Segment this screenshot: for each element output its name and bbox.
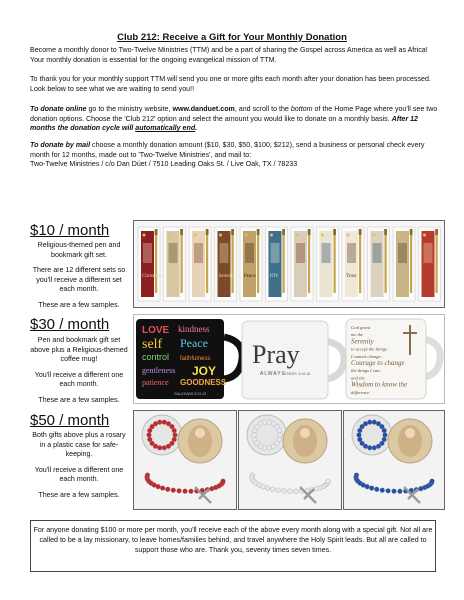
mug1-word-7: JOY <box>192 364 217 378</box>
tier-30-samples: These are a few samples. <box>38 395 120 404</box>
serenity-line-7: the things I can; <box>351 368 381 374</box>
bottom-emphasis: bottom <box>290 105 313 113</box>
donate-mail-paragraph <box>30 141 442 170</box>
mug1-verse: GALATIANS 5:22-23 <box>174 392 207 396</box>
serenity-line-6: Courage to change <box>351 359 405 367</box>
tier-10-heading: $10 / month <box>30 222 110 239</box>
serenity-line-1: God grant <box>351 325 371 330</box>
serenity-line-5: I cannot change; <box>351 353 383 359</box>
rosary-blue-photo <box>343 410 445 510</box>
donate-online-text-b: , and scroll to the <box>234 105 291 113</box>
bookmark-set-6 <box>266 227 288 301</box>
mug2-sub: ALWAYS <box>260 371 286 377</box>
tier-50-heading: $50 / month <box>30 412 110 429</box>
mug1-word-5: faithfulness <box>180 356 211 362</box>
bookmark-set-12 <box>419 227 441 301</box>
tier-50-samples: These are a few samples. <box>38 490 120 499</box>
bookmark-text-6: JOY <box>269 274 279 279</box>
bookmark-set-9 <box>342 227 364 301</box>
donate-mail-text: choose a monthly donation amount ($10, $30, $50, $100, $212), send a business or personal check every month for 12 months, made out to 'Two-Twelve Ministries', and mail to: <box>30 141 425 159</box>
cycle-end-period: . <box>195 124 198 133</box>
bookmark-text-9: Trust <box>346 274 357 279</box>
donate-online-paragraph <box>30 105 442 134</box>
intro-paragraph-2: To thank you for your monthly support TTM will send you one or more gifts each month after your donation has been processed. Look below to see what we are waiting to send you!! <box>30 75 431 93</box>
mug1-word-2: self <box>142 337 163 352</box>
tier-30-heading: $30 / month <box>30 316 110 333</box>
red-rosary-image <box>134 411 236 509</box>
tier-30-note: You'll receive a different one each month. <box>34 370 124 389</box>
mug1-word-9: GOODNESS <box>180 378 227 387</box>
tier-50-note: You'll receive a different one each month. <box>34 465 124 484</box>
mug1-word-3: Peace <box>180 336 208 350</box>
donate-online-text-a: go to the ministry website, <box>86 105 173 113</box>
automatically-end: automatically end <box>135 124 196 133</box>
bookmark-set-1 <box>138 227 162 301</box>
website-link[interactable]: www.danduet.com <box>172 105 235 113</box>
tier-50-text <box>30 431 128 507</box>
page-title: Club 212: Receive a Gift for Your Monthly Donation <box>117 32 347 43</box>
black-fruit-of-spirit-mug <box>136 319 242 399</box>
donate-online-lead: To donate online <box>30 105 87 113</box>
serenity-line-9: Wisdom to know the <box>351 380 408 389</box>
serenity-prayer-mug <box>346 319 440 399</box>
cycle-end-note: After 12 months the donation cycle will <box>30 114 418 133</box>
bookmark-set-2 <box>164 227 186 301</box>
mailing-address: Two-Twelve Ministries / c/o Dan Dúet / 7510 Leading Oaks St. / Live Oak, TX / 78233 <box>30 160 298 169</box>
serenity-line-8: and the <box>351 375 365 381</box>
mug1-word-4: control <box>142 352 170 362</box>
mug2-verse: 1 THESS. 5:16-18 <box>282 372 311 376</box>
special-gift-note: For anyone donating $100 or more per month, you'll receive each of the above every month along with a special gift. Not all are called to be a lay missionary, to leave homes/families behind, and travel anywhere the Holy Spirit leads. But all are called to support those who are. Thank you, seventy times seven times. <box>30 520 436 572</box>
mugs-photo <box>133 314 445 404</box>
mug1-word-1: kindness <box>178 324 210 334</box>
tier-10-note: There are 12 different sets so you'll receive a different set each month. <box>32 266 126 294</box>
bookmark-set-5 <box>240 227 262 301</box>
intro-paragraph-1: Become a monthly donor to Two-Twelve Ministries (TTM) and be a part of sharing the Gospel across America as well as Africa! Your monthly donation is essential for the ongoing evangelical mission of TTM. <box>30 46 428 64</box>
bookmark-set-7 <box>291 227 313 301</box>
rosary-white-photo <box>238 410 342 510</box>
mug2-word: Pray <box>252 340 300 369</box>
mug1-word-6: gentleness <box>142 366 176 375</box>
serenity-line-10: difference. <box>351 389 371 395</box>
rosary-red-photo <box>133 410 237 510</box>
bookmark-set-3 <box>189 227 211 301</box>
donate-mail-lead: To donate by mail <box>30 141 91 149</box>
donate-online-text-c: of the Home Page where you'll see two donation options. Choose the 'Club 212' option and select the amount you would like to donate on a monthly basis. <box>30 105 438 123</box>
bookmark-text-1: Christmas <box>142 274 163 279</box>
blue-rosary-image <box>344 411 444 509</box>
bookmark-text-4: Serenity <box>218 274 236 279</box>
tier-10-desc: Religious-themed pen and bookmark gift set. <box>37 241 121 259</box>
mug1-word-0: LOVE <box>142 325 170 336</box>
bookmark-set-11 <box>393 227 415 301</box>
tier-10-text <box>30 241 128 317</box>
tier-30-desc: Pen and bookmark gift set above plus a Religious-themed coffee mug! <box>30 336 128 364</box>
bookmark-set-4 <box>215 227 237 301</box>
bookmark-sets-image <box>134 221 444 307</box>
bookmark-sets-photo <box>133 220 445 308</box>
bookmark-set-10 <box>368 227 390 301</box>
white-pray-mug <box>242 321 344 399</box>
serenity-line-3: Serenity <box>351 337 374 346</box>
tier-30-text <box>30 336 128 412</box>
serenity-line-4: to accept the things <box>351 346 387 352</box>
coffee-mugs-image <box>134 315 444 403</box>
white-rosary-image <box>239 411 341 509</box>
serenity-line-2: me the <box>351 332 364 338</box>
tier-50-desc: Both gifts above plus a rosary in a plastic case for safe-keeping. <box>32 431 126 459</box>
mug1-word-8: patience <box>142 378 169 387</box>
bookmark-set-8 <box>317 227 339 301</box>
bookmark-text-5: Peace <box>244 274 256 279</box>
tier-10-samples: These are a few samples. <box>38 300 120 309</box>
